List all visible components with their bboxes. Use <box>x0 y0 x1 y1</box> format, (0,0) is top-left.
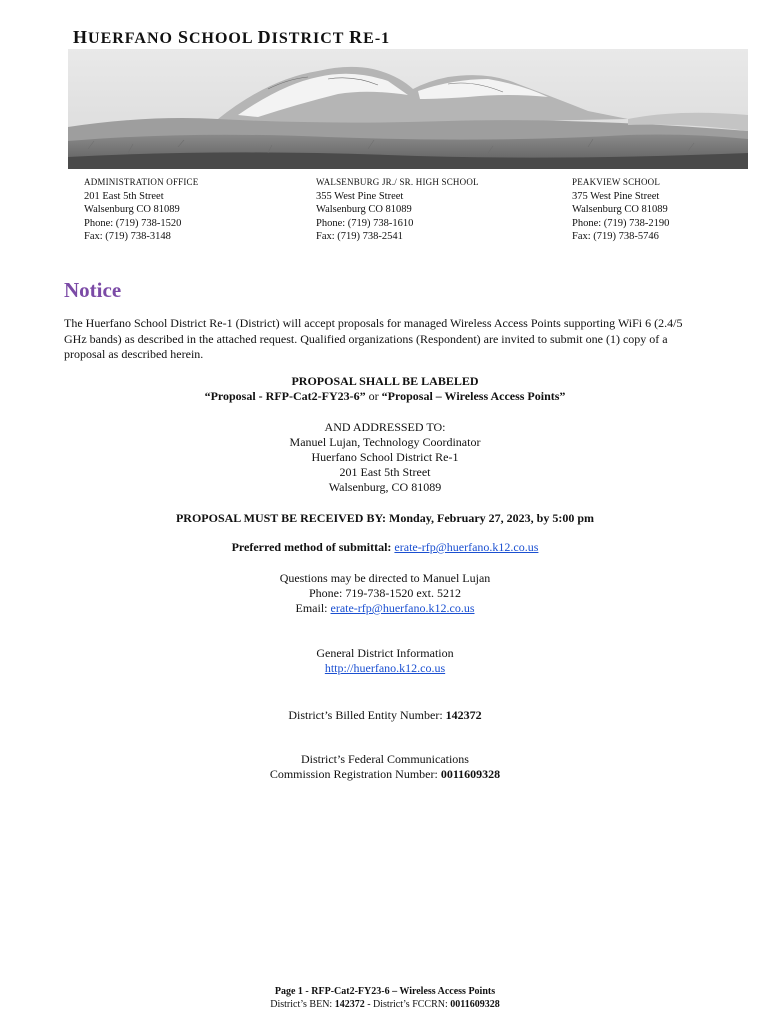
mountain-sketch <box>68 49 748 169</box>
ben-label: District’s Billed Entity Number: <box>288 708 446 722</box>
office-fax: Fax: (719) 738-3148 <box>84 231 171 243</box>
title-part: R <box>349 27 364 47</box>
footer-line-1: Page 1 - RFP-Cat2-FY23-6 – Wireless Access Points <box>274 986 496 997</box>
ben-value: 142372 <box>445 708 482 722</box>
district-title <box>73 27 390 48</box>
notice-intro: The Huerfano School District Re-1 (District) will accept proposals for managed Wireless Access Points supporting WiFi 6 (2.4/5 GHz bands) as described in the attached request. Qualified organizations (Respondent) are invited to submit one (1) copy of a proposal as described herein. <box>64 316 683 361</box>
office-name: WALSENBURG JR./ SR. HIGH SCHOOL <box>316 177 479 187</box>
office-phone: Phone: (719) 738-1610 <box>316 217 414 229</box>
office-street: 355 West Pine Street <box>316 190 404 202</box>
address-line: Walsenburg, CO 81089 <box>328 480 442 494</box>
office-city: Walsenburg CO 81089 <box>572 204 668 216</box>
mountain-banner-image <box>68 49 748 169</box>
submittal-method <box>0 540 770 555</box>
title-part: ISTRICT <box>271 30 350 47</box>
label-option-2: “Proposal – Wireless Access Points” <box>381 389 566 403</box>
office-phone: Phone: (719) 738-2190 <box>572 217 670 229</box>
address-line: Manuel Lujan, Technology Coordinator <box>289 435 481 449</box>
address-line: Huerfano School District Re-1 <box>311 450 459 464</box>
questions-phone: Phone: 719-738-1520 ext. 5212 <box>309 586 461 600</box>
title-part: D <box>257 27 272 47</box>
general-info-section <box>0 646 770 676</box>
footer-ben-value: 142372 <box>334 999 365 1010</box>
fcc-value: 0011609328 <box>440 767 501 781</box>
title-part: S <box>177 27 189 47</box>
footer-fccrn-value: 0011609328 <box>450 999 500 1010</box>
submittal-email-link[interactable]: erate-rfp@huerfano.k12.co.us <box>394 540 539 554</box>
title-part: UERFANO <box>88 30 178 47</box>
office-street: 375 West Pine Street <box>572 190 660 202</box>
label-option-1: “Proposal - RFP-Cat2-FY23-6” <box>204 389 366 403</box>
office-street: 201 East 5th Street <box>84 190 164 202</box>
office-administration <box>84 176 198 244</box>
questions-email-link[interactable]: erate-rfp@huerfano.k12.co.us <box>330 601 475 615</box>
office-high-school <box>316 176 479 244</box>
ben-section <box>0 708 770 723</box>
address-line: 201 East 5th Street <box>339 465 431 479</box>
labeling-heading: PROPOSAL SHALL BE LABELED <box>291 374 479 388</box>
label-or: or <box>365 389 382 403</box>
title-part: H <box>73 27 89 47</box>
fcc-line: District’s Federal Communications <box>301 752 469 766</box>
footer-ben-label: District’s BEN: <box>270 999 335 1010</box>
office-phone: Phone: (719) 738-1520 <box>84 217 182 229</box>
fcc-section <box>0 752 770 782</box>
title-part: E-1 <box>363 30 391 47</box>
questions-section <box>0 571 770 616</box>
office-fax: Fax: (719) 738-2541 <box>316 231 403 243</box>
submittal-label: Preferred method of submittal: <box>231 540 395 554</box>
labeling-section <box>0 374 770 404</box>
labeling-options <box>0 389 770 404</box>
office-peakview <box>572 176 669 244</box>
footer-line-2 <box>0 998 770 1011</box>
questions-line: Questions may be directed to Manuel Lujan <box>279 571 491 585</box>
office-city: Walsenburg CO 81089 <box>84 204 180 216</box>
office-name: ADMINISTRATION OFFICE <box>84 177 199 187</box>
district-website-link[interactable]: http://huerfano.k12.co.us <box>324 661 446 675</box>
deadline: PROPOSAL MUST BE RECEIVED BY: Monday, February 27, 2023, by 5:00 pm <box>175 511 595 525</box>
general-info-heading: General District Information <box>316 646 454 660</box>
page-footer <box>0 985 770 1011</box>
office-city: Walsenburg CO 81089 <box>316 204 412 216</box>
office-name: PEAKVIEW SCHOOL <box>572 177 661 187</box>
questions-email-label: Email: <box>295 601 331 615</box>
footer-fccrn-label: - District’s FCCRN: <box>364 999 451 1010</box>
address-heading: AND ADDRESSED TO: <box>324 420 446 434</box>
fcc-label: Commission Registration Number: <box>269 767 441 781</box>
address-section <box>0 420 770 495</box>
notice-heading: Notice <box>64 278 122 302</box>
office-fax: Fax: (719) 738-5746 <box>572 231 659 243</box>
title-part: CHOOL <box>188 30 258 47</box>
